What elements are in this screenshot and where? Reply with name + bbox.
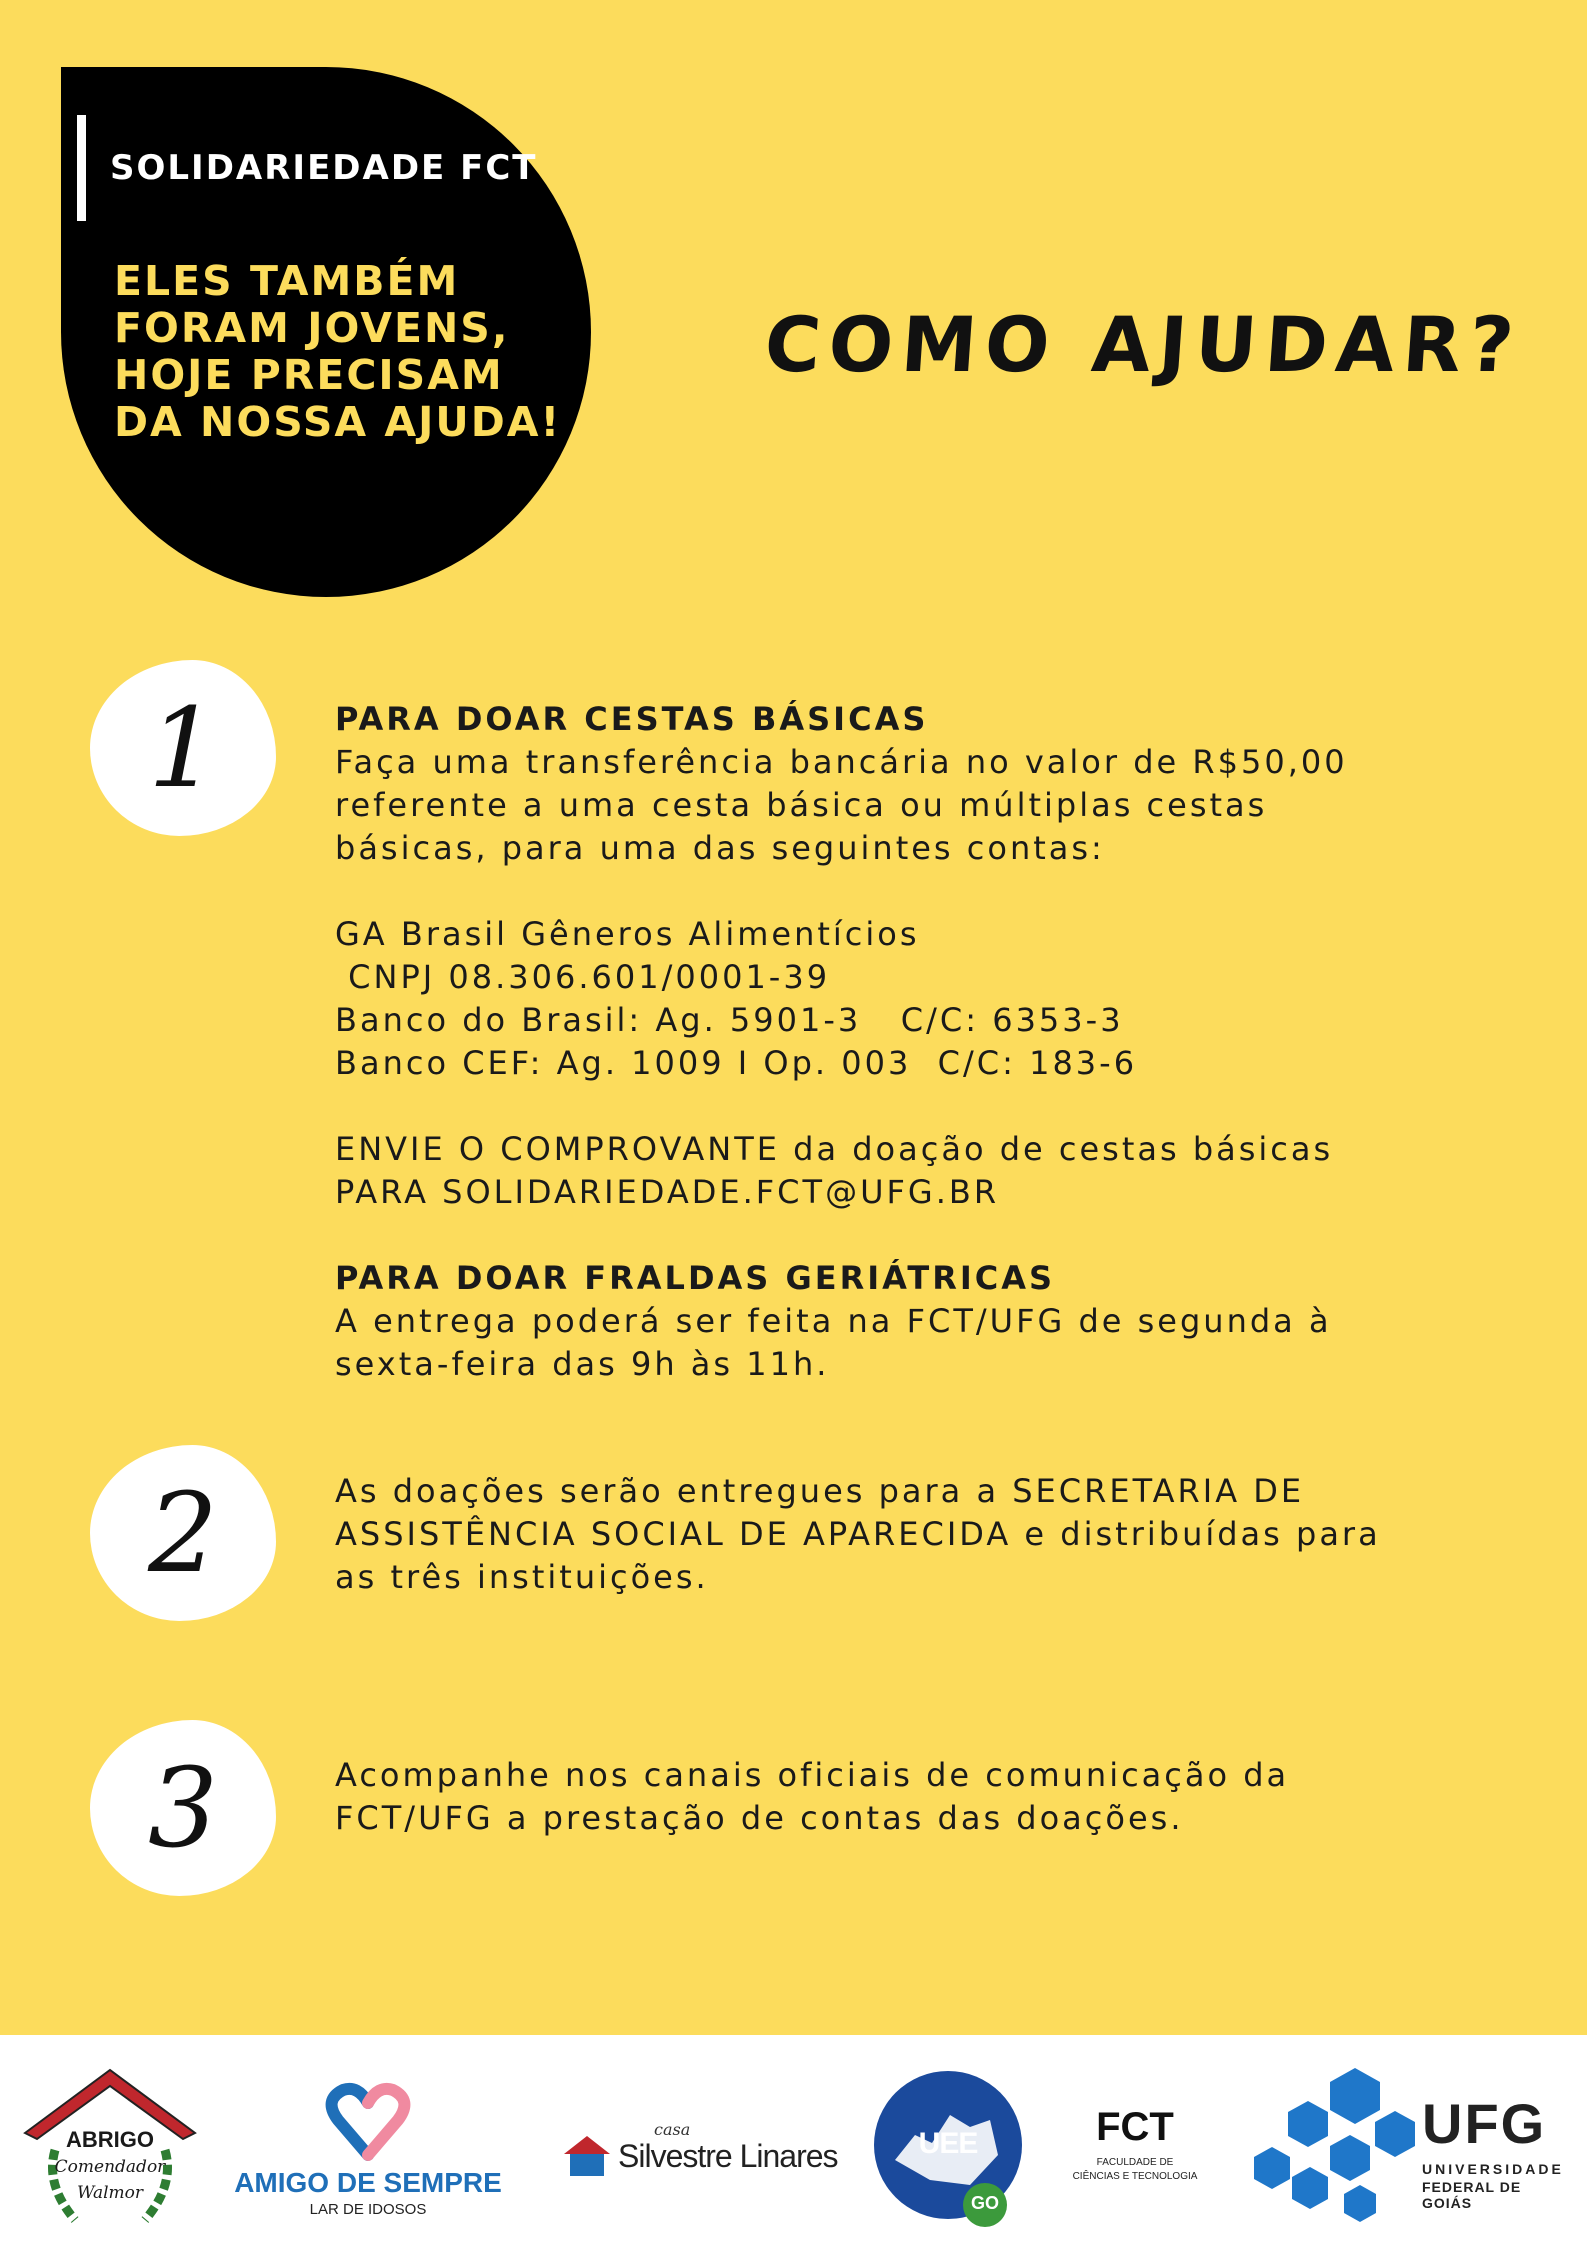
campaign-headline bbox=[114, 258, 584, 446]
heart-ribbon-icon bbox=[218, 2075, 518, 2165]
uee-go-logo bbox=[870, 2065, 1030, 2235]
step-1-line: Banco CEF: Ag. 1009 I Op. 003 C/C: 183-6 bbox=[335, 1044, 1138, 1082]
step-1-line: Banco do Brasil: Ag. 5901-3 C/C: 6353-3 bbox=[335, 1001, 1124, 1039]
abrigo-label: Comendador bbox=[54, 2157, 166, 2177]
headline-line: FORAM JOVENS, bbox=[114, 304, 510, 352]
abrigo-logo bbox=[15, 2055, 205, 2235]
step-1-line: referente a uma cesta básica ou múltiplas cestas bbox=[335, 786, 1268, 824]
ufg-sublabel: UNIVERSIDADE bbox=[1422, 2161, 1564, 2177]
casa-label: Silvestre Linares bbox=[618, 2138, 838, 2174]
step-2-number: 2 bbox=[90, 1445, 276, 1621]
ufg-sublabel: FEDERAL DE GOIÁS bbox=[1422, 2179, 1522, 2211]
spacer bbox=[335, 1085, 1535, 1128]
uee-sublabel: GO bbox=[970, 2193, 999, 2213]
ufg-logo bbox=[1250, 2063, 1570, 2223]
step-3-text bbox=[335, 1754, 1535, 1840]
step-3-line: FCT/UFG a prestação de contas das doações. bbox=[335, 1799, 1184, 1837]
step-3-line: Acompanhe nos canais oficiais de comunicação da bbox=[335, 1756, 1290, 1794]
partner-logos-footer bbox=[0, 2035, 1587, 2245]
uee-label: UEE bbox=[918, 2127, 978, 2160]
step-1-subheading: PARA DOAR FRALDAS GERIÁTRICAS bbox=[335, 1259, 1056, 1297]
ufg-hexagons-icon bbox=[1250, 2063, 1420, 2223]
step-1-line: sexta-feira das 9h às 11h. bbox=[335, 1345, 830, 1383]
step-1-email-line: PARA SOLIDARIEDADE.FCT@UFG.BR bbox=[335, 1173, 1000, 1211]
step-1-number: 1 bbox=[90, 660, 276, 836]
abrigo-label: ABRIGO bbox=[66, 2127, 154, 2152]
casa-small-label: casa bbox=[654, 2120, 691, 2139]
page-title: COMO AJUDAR? bbox=[761, 300, 1525, 389]
step-2-line: as três instituições. bbox=[335, 1558, 709, 1596]
fct-logo bbox=[1055, 2105, 1215, 2205]
step-2-text bbox=[335, 1470, 1535, 1599]
fct-sublabel: FACULDADE DE bbox=[1096, 2157, 1174, 2168]
abrigo-label: Walmor bbox=[76, 2183, 144, 2203]
headline-line: DA NOSSA AJUDA! bbox=[114, 398, 562, 446]
step-2-line: As doações serão entregues para a SECRETARIA DE bbox=[335, 1472, 1305, 1510]
step-2-line: ASSISTÊNCIA SOCIAL DE APARECIDA e distribuídas para bbox=[335, 1515, 1381, 1553]
spacer bbox=[335, 1214, 1535, 1257]
step-1-line: A entrega poderá ser feita na FCT/UFG de segunda à bbox=[335, 1302, 1332, 1340]
step-1-line: básicas, para uma das seguintes contas: bbox=[335, 829, 1105, 867]
step-1-line: Faça uma transferência bancária no valor de R$50,00 bbox=[335, 743, 1348, 781]
step-1-line: ENVIE O COMPROVANTE da doação de cestas básicas bbox=[335, 1130, 1334, 1168]
amigo-sublabel: LAR DE IDOSOS bbox=[309, 2201, 427, 2218]
tag-accent-bar bbox=[77, 115, 86, 221]
step-1-line: CNPJ 08.306.601/0001-39 bbox=[335, 958, 831, 996]
step-3-number: 3 bbox=[90, 1720, 276, 1896]
headline-line: ELES TAMBÉM bbox=[114, 257, 460, 305]
spacer bbox=[335, 870, 1535, 913]
step-1-heading: PARA DOAR CESTAS BÁSICAS bbox=[335, 700, 929, 738]
house-icon bbox=[562, 2132, 612, 2178]
fct-sublabel: CIÊNCIAS E TECNOLOGIA bbox=[1072, 2171, 1198, 2182]
campaign-tag: SOLIDARIEDADE FCT bbox=[110, 148, 538, 188]
amigo-label: AMIGO DE SEMPRE bbox=[234, 2167, 502, 2198]
ufg-label: UFG bbox=[1422, 2092, 1547, 2155]
casa-silvestre-linares-logo bbox=[562, 2120, 842, 2190]
fct-label: FCT bbox=[1096, 2105, 1174, 2149]
step-1-text bbox=[335, 698, 1535, 1386]
amigo-de-sempre-logo bbox=[218, 2075, 518, 2225]
headline-line: HOJE PRECISAM bbox=[114, 351, 504, 399]
step-1-line: GA Brasil Gêneros Alimentícios bbox=[335, 915, 920, 953]
